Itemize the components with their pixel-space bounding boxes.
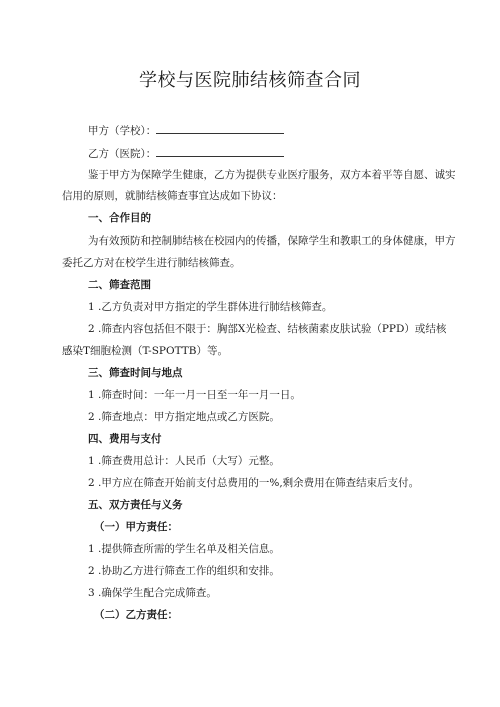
party-b-line: [88, 146, 284, 161]
section-4-item-1: 1 .筛查费用总计：人民币（大写）元整。: [88, 455, 280, 467]
party-b-blank: [156, 146, 284, 157]
section-5-sub-2: （二）乙方责任：: [94, 609, 178, 621]
party-a-blank: [156, 123, 284, 134]
section-2-item-2-cont: 感染T细胞检测（T-SPOTTB）等。: [62, 345, 228, 357]
section-5-heading: 五、双方责任与义务: [88, 499, 183, 511]
section-3-heading: 三、筛查时间与地点: [88, 367, 183, 379]
section-2-item-2: 2 .筛查内容包括但不限于：胸部X光检查、结核菌素皮肤试验（PPD）或结核: [88, 323, 447, 335]
section-1-text-2: 委托乙方对在校学生进行肺结核筛查。: [62, 257, 241, 269]
document-title: 学校与医院肺结核筛查合同: [139, 70, 361, 91]
section-4-heading: 四、费用与支付: [88, 433, 162, 445]
section-3-item-2: 2 .筛查地点：甲方指定地点或乙方医院。: [88, 411, 280, 423]
section-1-heading: 一、合作目的: [88, 212, 151, 224]
section-2-item-1: 1 .乙方负责对甲方指定的学生群体进行肺结核筛查。: [88, 301, 333, 313]
section-5-a-item-3: 3 .确保学生配合完成筛查。: [88, 587, 217, 599]
section-5-a-item-1: 1 .提供筛查所需的学生名单及相关信息。: [88, 543, 280, 555]
party-a-label: 甲方（学校）：: [88, 125, 157, 137]
party-a-line: [88, 123, 284, 138]
preamble-line-2: 信用的原则，就肺结核筛查事宜达成如下协议：: [62, 190, 283, 202]
section-3-item-1: 1 .筛查时间：一年一月一日至一年一月一日。: [88, 389, 301, 401]
party-b-label: 乙方（医院）：: [88, 148, 157, 160]
preamble-line-1: 鉴于甲方为保障学生健康，乙方为提供专业医疗服务，双方本着平等自愿、诚实: [88, 169, 456, 181]
section-5-a-item-2: 2 .协助乙方进行筛查工作的组织和安排。: [88, 565, 280, 577]
section-4-item-2: 2 .甲方应在筛查开始前支付总费用的一%,剩余费用在筛查结束后支付。: [88, 477, 420, 489]
section-5-sub-1: （一）甲方责任：: [94, 521, 178, 533]
section-2-heading: 二、筛查范围: [88, 279, 151, 291]
section-1-text-1: 为有效预防和控制肺结核在校园内的传播，保障学生和教职工的身体健康，甲方: [88, 235, 456, 247]
